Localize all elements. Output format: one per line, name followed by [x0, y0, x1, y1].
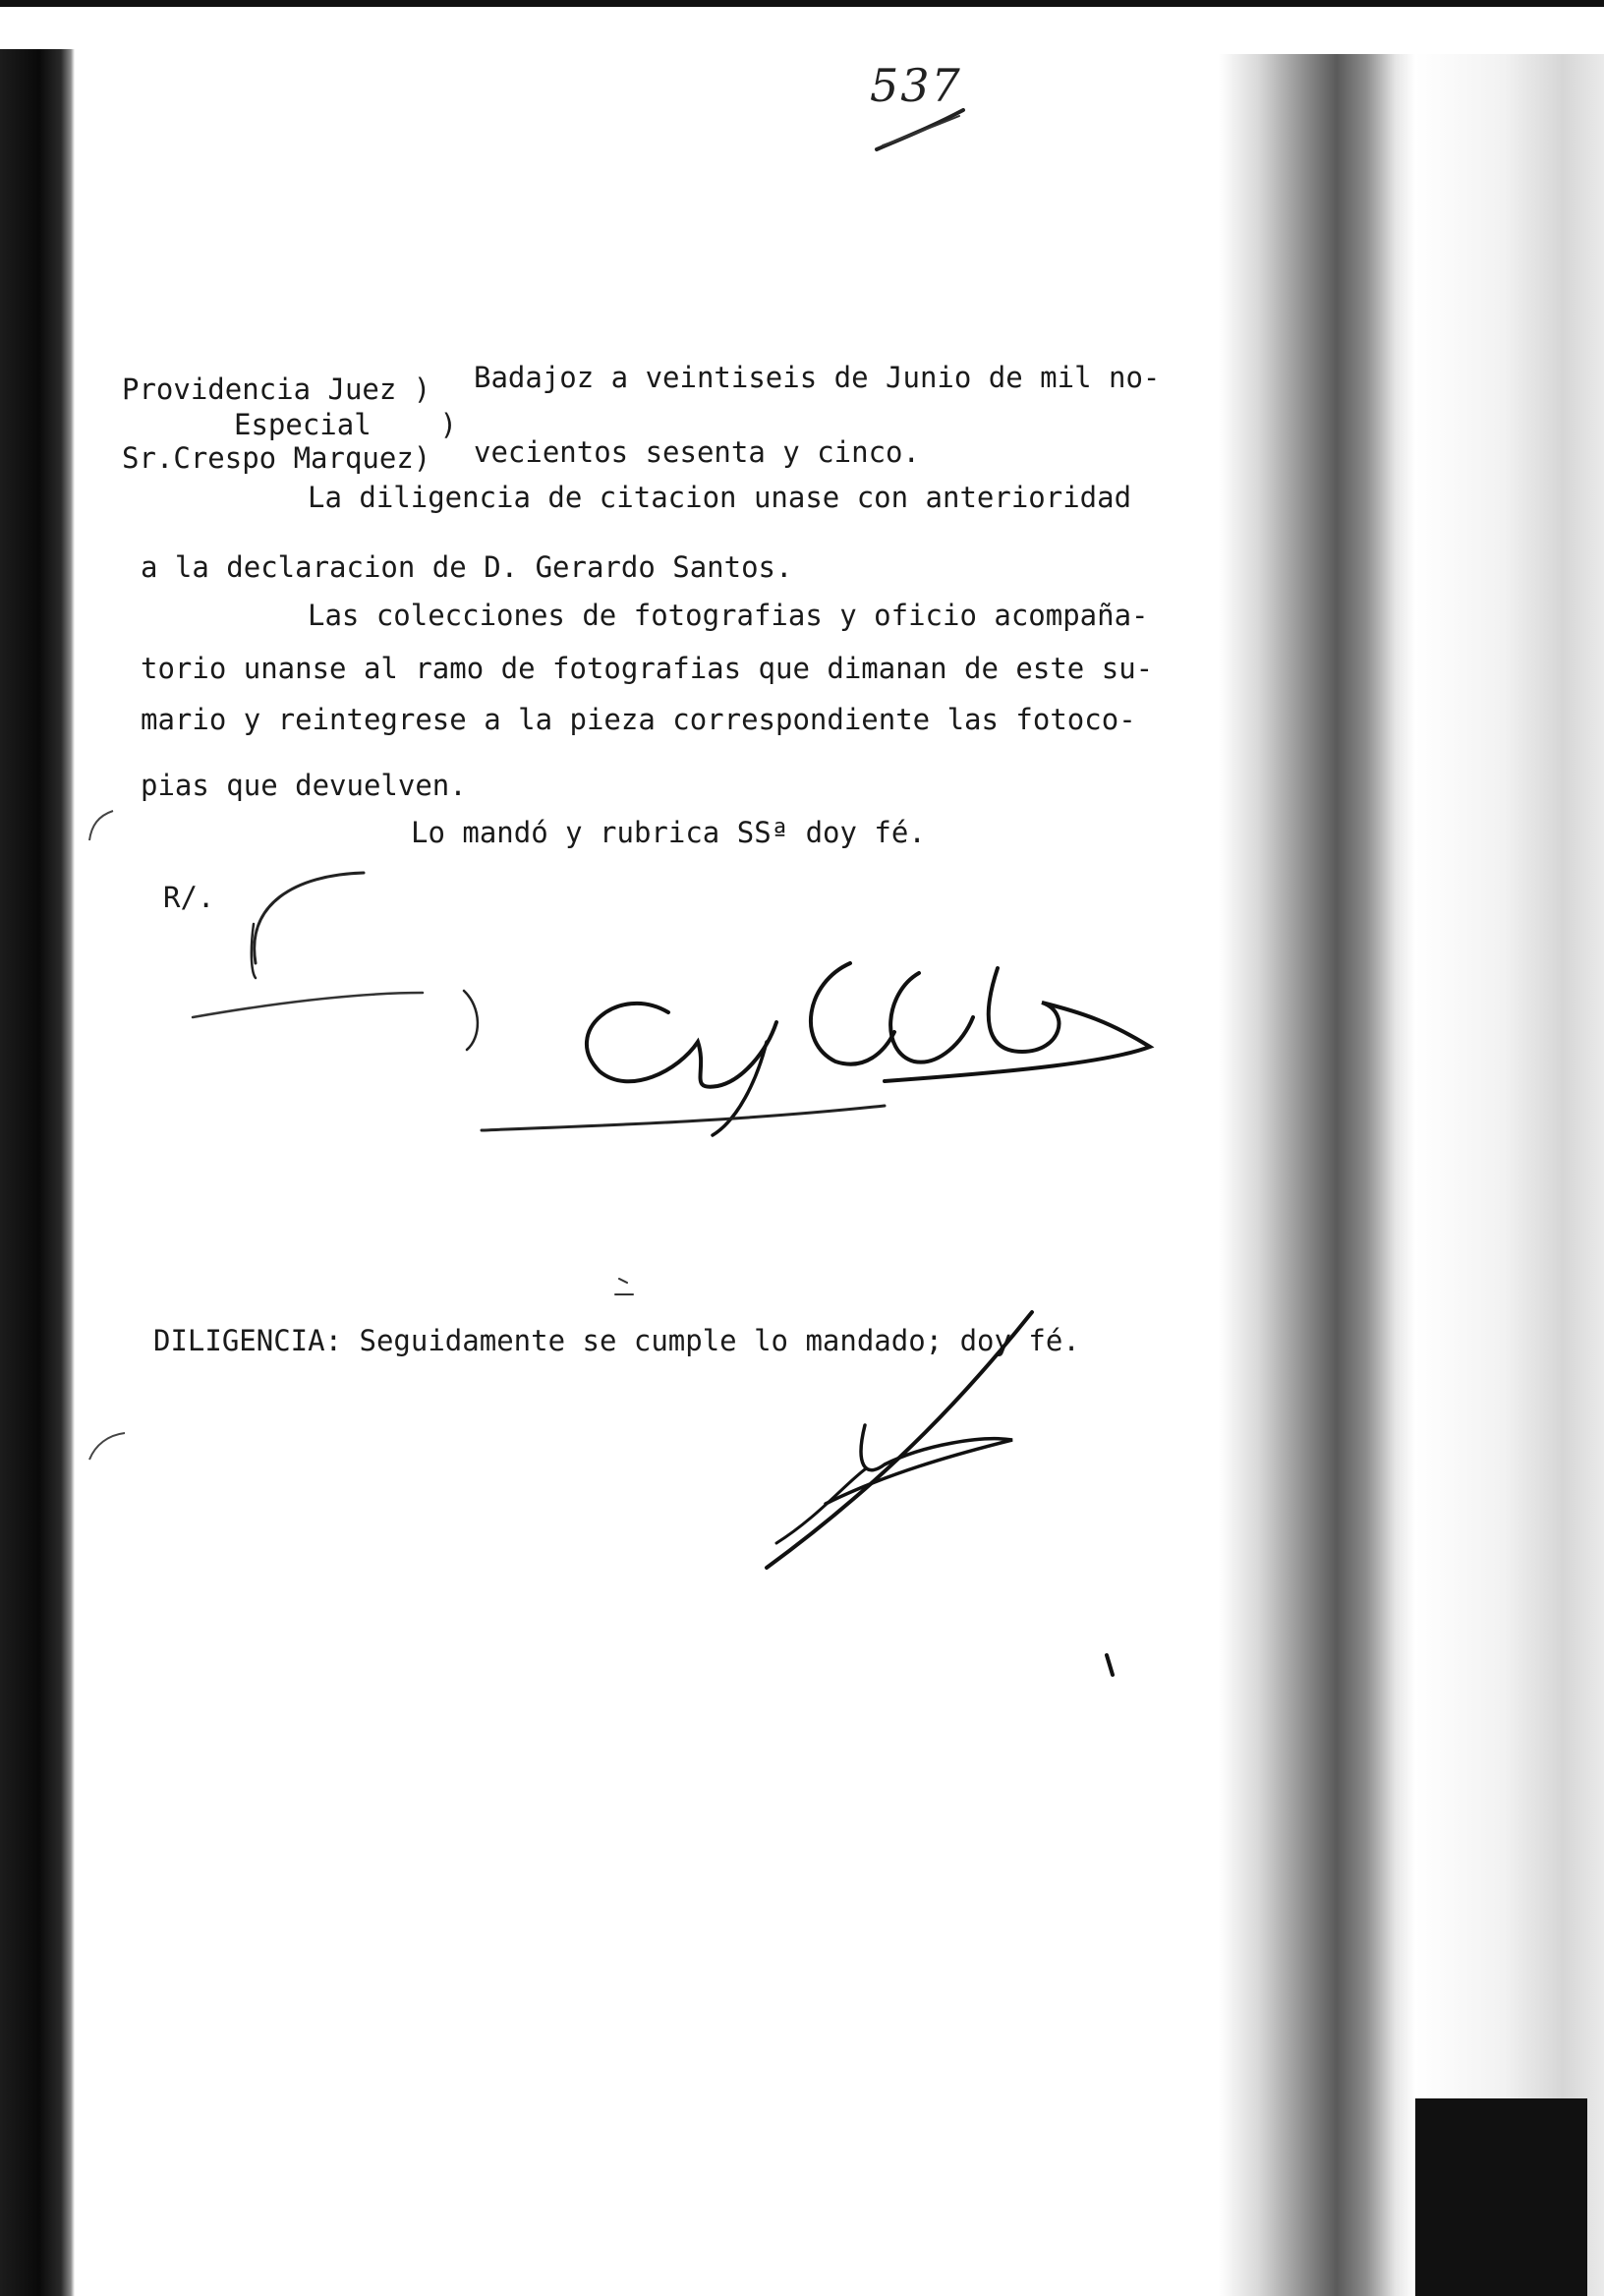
margin-note-line-2: Especial ) [234, 408, 457, 441]
margin-mark-2 [84, 1425, 133, 1464]
ink-tick [609, 1273, 639, 1302]
body-line-9: Lo mandó y rubrica SSª doy fé. [411, 816, 926, 849]
scan-corner-block [1415, 2098, 1587, 2296]
body-line-4: a la declaracion de D. Gerardo Santos. [141, 550, 793, 584]
top-border [0, 0, 1604, 7]
body-line-1: Badajoz a veintiseis de Junio de mil no- [474, 361, 1161, 394]
scan-shadow-right [1219, 54, 1415, 2296]
binding-shadow-left [0, 49, 75, 2296]
body-line-5: Las colecciones de fotografias y oficio acompaña- [308, 599, 1149, 632]
page-fold-right [1415, 54, 1604, 2296]
body-line-3: La diligencia de citacion unase con anterioridad [308, 481, 1132, 514]
rubric-flourish [187, 845, 501, 1062]
diligencia-line: DILIGENCIA: Seguidamente se cumple lo mandado; doy fé. [153, 1324, 1080, 1357]
margin-note-line-3: Sr.Crespo Marquez) [122, 441, 431, 475]
page-number: 537 [870, 59, 962, 112]
page-number-flourish [865, 88, 973, 157]
rubric-label: R/. [163, 881, 215, 914]
body-line-2: vecientos sesenta y cinco. [474, 435, 920, 469]
body-line-6: torio unanse al ramo de fotografias que dimanan de este su- [141, 652, 1154, 685]
margin-mark-1 [84, 806, 123, 845]
ink-dot [1101, 1651, 1120, 1681]
body-line-7: mario y reintegrese a la pieza correspondiente las fotoco- [141, 703, 1136, 736]
margin-note-line-1: Providencia Juez ) [122, 373, 431, 406]
body-line-8: pias que devuelven. [141, 769, 467, 802]
judge-signature [472, 924, 1219, 1150]
secretary-signature [757, 1307, 1052, 1582]
